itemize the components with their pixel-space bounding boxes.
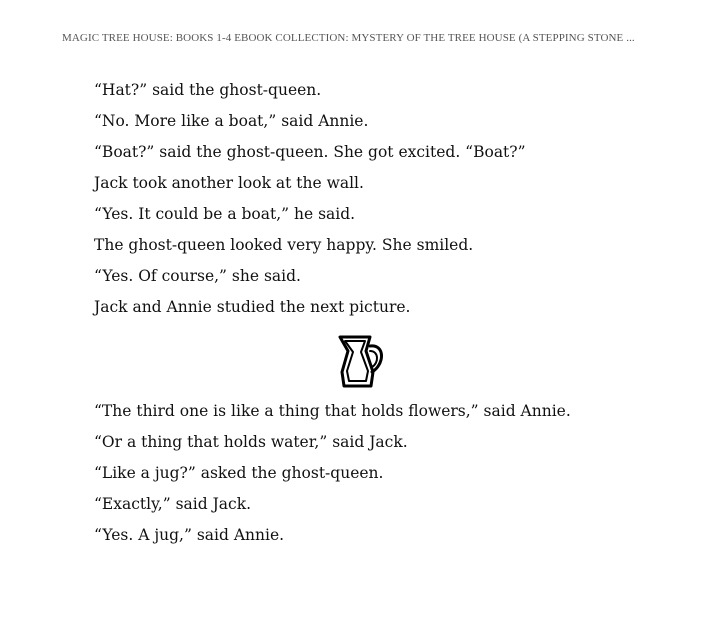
jug-hieroglyph-icon xyxy=(335,334,387,390)
text-block-before-figure xyxy=(94,75,694,323)
paragraph: “No. More like a boat,” said Annie. xyxy=(94,112,369,130)
paragraph: “Yes. It could be a boat,” he said. xyxy=(94,205,356,223)
paragraph: “Or a thing that holds water,” said Jack. xyxy=(94,433,408,451)
paragraph: Jack took another look at the wall. xyxy=(94,174,364,192)
paragraph: Jack and Annie studied the next picture. xyxy=(94,298,411,316)
running-header: MAGIC TREE HOUSE: BOOKS 1-4 EBOOK COLLECTION: MYSTERY OF THE TREE HOUSE (A STEPPING STONE ... xyxy=(62,32,635,44)
paragraph: “The third one is like a thing that holds flowers,” said Annie. xyxy=(94,402,571,420)
text-block-after-figure xyxy=(94,396,694,551)
paragraph: “Exactly,” said Jack. xyxy=(94,495,252,513)
paragraph: “Boat?” said the ghost-queen. She got excited. “Boat?” xyxy=(94,143,526,161)
paragraph: “Yes. Of course,” she said. xyxy=(94,267,301,285)
paragraph: “Like a jug?” asked the ghost-queen. xyxy=(94,464,384,482)
paragraph: “Hat?” said the ghost-queen. xyxy=(94,81,322,99)
paragraph: “Yes. A jug,” said Annie. xyxy=(94,526,285,544)
paragraph: The ghost-queen looked very happy. She smiled. xyxy=(94,236,474,254)
